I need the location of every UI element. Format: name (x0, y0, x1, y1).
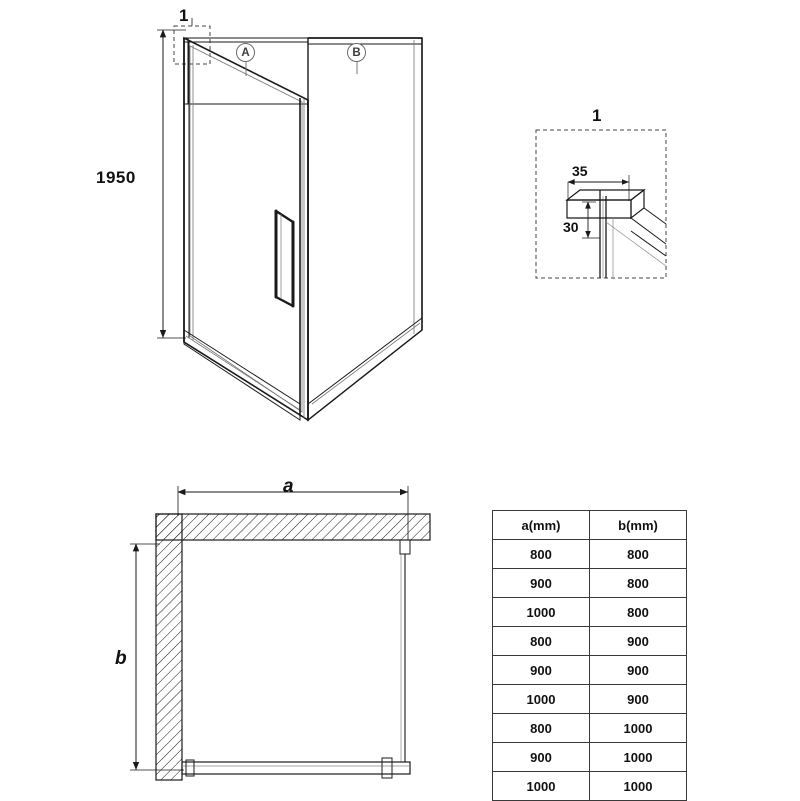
cell-a: 800 (493, 627, 590, 656)
door-plan (182, 762, 410, 774)
cell-a: 900 (493, 569, 590, 598)
callout-bubble-b: B (347, 43, 366, 62)
cell-a: 1000 (493, 772, 590, 801)
cell-b: 1000 (590, 714, 687, 743)
size-table (492, 510, 687, 801)
table-row (493, 772, 687, 801)
cell-b: 1000 (590, 743, 687, 772)
table-row (493, 743, 687, 772)
plan-dim-b-label: b (115, 648, 127, 669)
table-row (493, 627, 687, 656)
dimension-height-1950 (157, 30, 186, 338)
dimension-30 (582, 202, 600, 238)
detail-dim-35-label: 35 (572, 163, 588, 179)
cell-b: 800 (590, 540, 687, 569)
cell-b: 900 (590, 627, 687, 656)
wall-top (156, 514, 430, 540)
cell-b: 900 (590, 656, 687, 685)
callout-bubble-a: A (236, 43, 255, 62)
height-dimension-label: 1950 (96, 168, 136, 187)
table-row (493, 540, 687, 569)
plan-dim-a-label: a (283, 476, 294, 497)
cell-a: 800 (493, 714, 590, 743)
detail-frame (536, 130, 666, 278)
table-row (493, 598, 687, 627)
cell-a: 900 (493, 743, 590, 772)
detail-dim-30-label: 30 (563, 219, 579, 235)
wall-left (156, 514, 182, 780)
cell-b: 1000 (590, 772, 687, 801)
cell-a: 800 (493, 540, 590, 569)
table-row (493, 714, 687, 743)
detail-view-1 (536, 130, 666, 278)
cell-b: 900 (590, 685, 687, 714)
table-header-a: a(mm) (493, 511, 590, 540)
detail-callout-box (174, 26, 210, 64)
table-header-row (493, 511, 687, 540)
cell-a: 1000 (493, 598, 590, 627)
table-row (493, 685, 687, 714)
table-row (493, 656, 687, 685)
cell-a: 900 (493, 656, 590, 685)
table-row (493, 569, 687, 598)
table-body (493, 540, 687, 801)
plan-view (130, 486, 430, 780)
elevation-view (157, 18, 422, 420)
detail-number-label: 1 (592, 106, 602, 125)
cell-b: 800 (590, 598, 687, 627)
cell-b: 800 (590, 569, 687, 598)
cell-a: 1000 (493, 685, 590, 714)
detail-marker-label: 1 (179, 6, 189, 25)
door-handle (276, 211, 293, 306)
table-header-b: b(mm) (590, 511, 687, 540)
